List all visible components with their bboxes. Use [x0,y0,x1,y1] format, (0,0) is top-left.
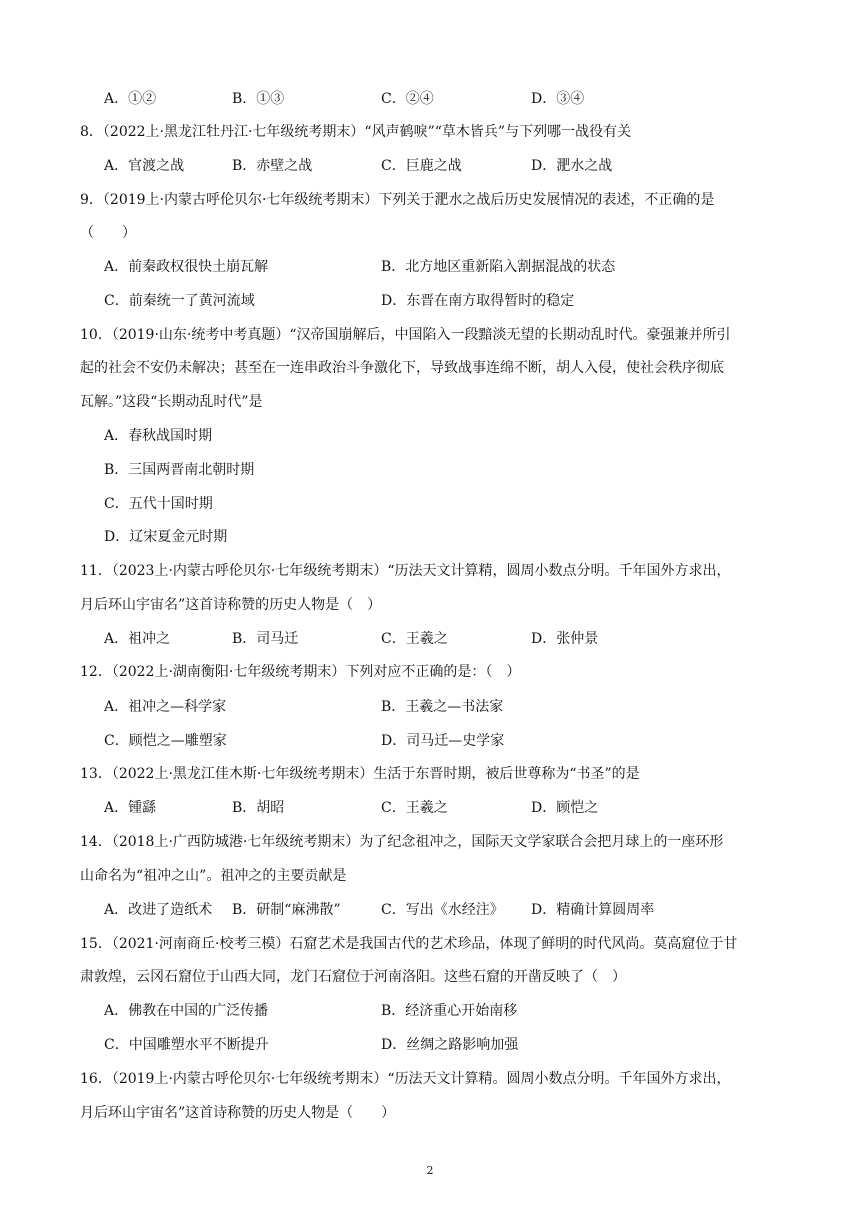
q11-option-a: A．祖冲之 [104,631,171,647]
question-15-stem-line1: 15．（2021·河南商丘·校考三模）石窟艺术是我国古代的艺术珍品，体现了鲜明的时代风尚。莫高窟位于甘 [80,936,738,952]
q14-option-c: C．写出《水经注》 [381,902,504,918]
question-14-stem-line1: 14．（2018上·广西防城港·七年级统考期末）为了纪念祖冲之，国际天文学家联合会把月球上的一座环形 [80,834,724,850]
q12-option-b: B．王羲之—书法家 [381,699,504,715]
q9-option-a: A．前秦政权很快土崩瓦解 [104,259,269,275]
q12-option-c: C．顾恺之—雕塑家 [104,733,227,749]
question-13-stem: 13．（2022上·黑龙江佳木斯·七年级统考期末）生活于东晋时期，被后世尊称为“书圣”的是 [80,766,640,782]
question-11-stem-line2: 月后环山宇宙名”这首诗称赞的历史人物是（ ） [80,597,382,613]
question-8-stem: 8．（2022上·黑龙江牡丹江·七年级统考期末）“风声鹤唳”“草木皆兵”与下列哪一战役有关 [80,124,632,140]
question-9-stem: 9．（2019上·内蒙古呼伦贝尔·七年级统考期末）下列关于淝水之战后历史发展情况的表述，不正确的是 [80,192,715,208]
q7-option-b: B．①③ [232,91,285,107]
q13-option-a: A．锺繇 [104,800,157,816]
q10-option-b: B．三国两晋南北朝时期 [104,462,255,478]
q8-option-d: D．淝水之战 [531,158,613,174]
q13-option-d: D．顾恺之 [531,800,599,816]
q11-option-d: D．张仲景 [531,631,599,647]
q12-option-d: D．司马迁—史学家 [381,733,505,749]
question-10-stem-line2: 起的社会不安仍未解决；甚至在一连串政治斗争激化下，导致战事连绵不断，胡人入侵，使社会秩序彻底 [80,360,724,376]
q14-option-a: A．改进了造纸术 [104,902,213,918]
page-number: 2 [426,1164,434,1177]
question-16-stem-line2: 月后环山宇宙名”这首诗称赞的历史人物是（ ） [80,1105,396,1121]
q7-option-a: A．①② [104,91,157,107]
question-14-stem-line2: 山命名为“祖冲之山”。祖冲之的主要贡献是 [80,868,347,884]
question-11-stem-line1: 11．（2023上·内蒙古呼伦贝尔·七年级统考期末）“历法天文计算精，圆周小数点分明。千年国外方求出， [80,563,731,579]
question-9-stem-bracket: （ ） [80,225,136,241]
q15-option-b: B．经济重心开始南移 [381,1003,518,1019]
question-10-stem-line1: 10．（2019·山东·统考中考真题）“汉帝国崩解后，中国陷入一段黯淡无望的长期动乱时代。豪强兼并所引 [80,327,731,343]
q14-option-b: B．研制“麻沸散” [232,902,341,918]
q10-option-c: C．五代十国时期 [104,496,213,512]
q7-option-c: C．②④ [381,91,434,107]
q10-option-a: A．春秋战国时期 [104,428,213,444]
q8-option-c: C．巨鹿之战 [381,158,462,174]
question-10-stem-line3: 瓦解。”这段“长期动乱时代”是 [80,394,263,410]
q15-option-d: D．丝绸之路影响加强 [381,1037,519,1053]
q8-option-b: B．赤壁之战 [232,158,313,174]
q11-option-c: C．王羲之 [381,631,448,647]
q15-option-c: C．中国雕塑水平不断提升 [104,1037,269,1053]
q9-option-b: B．北方地区重新陷入割据混战的状态 [381,259,616,275]
q10-option-d: D．辽宋夏金元时期 [104,529,228,545]
q15-option-a: A．佛教在中国的广泛传播 [104,1003,269,1019]
q14-option-d: D．精确计算圆周率 [531,902,655,918]
q13-option-b: B．胡昭 [232,800,285,816]
question-15-stem-line2: 肃敦煌，云冈石窟位于山西大同，龙门石窟位于河南洛阳。这些石窟的开凿反映了（ ） [80,969,626,985]
q9-option-c: C．前秦统一了黄河流域 [104,293,255,309]
q11-option-b: B．司马迁 [232,631,299,647]
q12-option-a: A．祖冲之—科学家 [104,699,227,715]
q8-option-a: A．官渡之战 [104,158,185,174]
q13-option-c: C．王羲之 [381,800,448,816]
question-16-stem-line1: 16．（2019上·内蒙古呼伦贝尔·七年级统考期末）“历法天文计算精。圆周小数点分明。千年国外方求出， [80,1071,731,1087]
q7-option-d: D．③④ [531,91,585,107]
question-12-stem: 12．（2022上·湖南衡阳·七年级统考期末）下列对应不正确的是：（ ） [80,664,521,680]
q9-option-d: D．东晋在南方取得暂时的稳定 [381,293,575,309]
